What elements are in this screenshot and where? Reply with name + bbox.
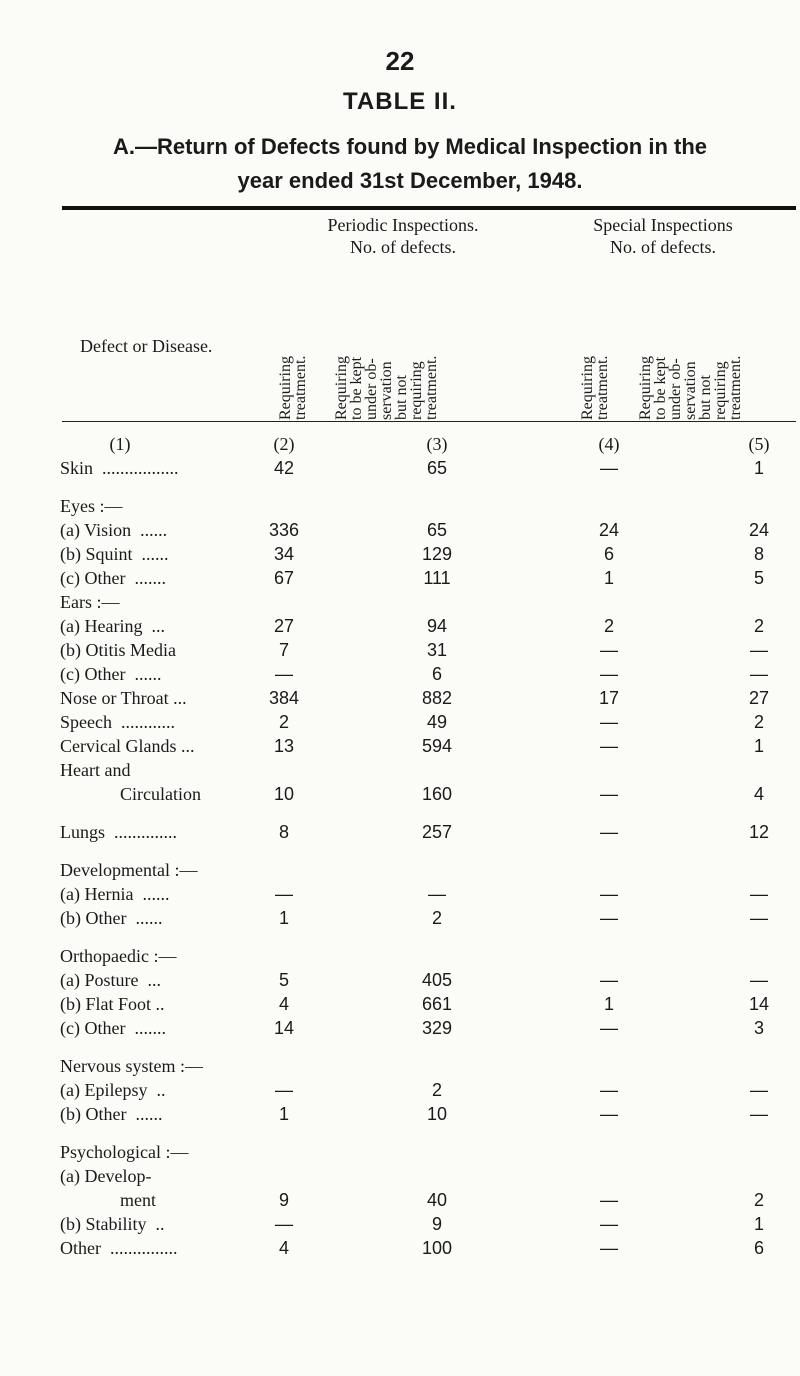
row-value-col-3: 405 [421, 970, 453, 990]
row-spacer [0, 846, 800, 860]
row-value-col-2: 1 [278, 1104, 289, 1124]
row-value-col-5: — [750, 664, 768, 684]
row-label: (a) Posture ... [60, 970, 161, 990]
row-label: (a) Hearing ... [60, 616, 165, 636]
row-value-col-4: — [600, 736, 618, 756]
row-value-col-2: 10 [273, 784, 295, 804]
row-label: Psychological :— [60, 1142, 189, 1162]
row-spacer [0, 1042, 800, 1056]
row-value-col-3: 257 [421, 822, 453, 842]
row-value-col-3: 129 [421, 544, 453, 564]
row-value-col-3: 10 [426, 1104, 448, 1124]
table-row [0, 592, 800, 616]
row-value-col-2: 8 [278, 822, 289, 842]
row-value-col-3: 661 [421, 994, 453, 1014]
row-value-col-4: 6 [603, 544, 614, 564]
row-value-col-5: 1 [753, 1214, 764, 1234]
table-row [0, 884, 800, 908]
row-value-col-4: — [600, 1214, 618, 1234]
row-value-col-2: 14 [273, 1018, 295, 1038]
row-label: (b) Stability .. [60, 1214, 165, 1234]
row-value-col-5: 27 [748, 688, 770, 708]
row-label: (b) Flat Foot .. [60, 994, 165, 1014]
table-row [0, 712, 800, 736]
special-observation-header: Requiring to be kept under ob- servation but not requiring treatment. [637, 355, 744, 420]
defect-column-header: Defect or Disease. [80, 336, 213, 356]
table-row [0, 664, 800, 688]
row-value-col-3: 2 [431, 1080, 442, 1100]
row-value-col-3: 594 [421, 736, 453, 756]
column-number-5: (5) [748, 434, 770, 454]
row-value-col-5: — [750, 884, 768, 904]
row-label: Other ............... [60, 1238, 178, 1258]
row-value-col-2: 9 [278, 1190, 289, 1210]
table-row [0, 616, 800, 640]
row-value-col-2: 384 [268, 688, 300, 708]
table-row [0, 946, 800, 970]
row-label: ment [120, 1190, 156, 1210]
row-value-col-5: 2 [753, 1190, 764, 1210]
table-row [0, 760, 800, 784]
table-row [0, 520, 800, 544]
row-value-col-2: 34 [273, 544, 295, 564]
row-label: (c) Other ...... [60, 664, 162, 684]
table-row [0, 970, 800, 994]
table-row [0, 1214, 800, 1238]
row-value-col-5: — [750, 908, 768, 928]
row-value-col-3: 329 [421, 1018, 453, 1038]
row-label: Circulation [120, 784, 201, 804]
top-rule [62, 206, 796, 210]
row-value-col-2: 4 [278, 1238, 289, 1258]
row-value-col-5: 2 [753, 712, 764, 732]
table-row [0, 568, 800, 592]
row-value-col-2: 5 [278, 970, 289, 990]
row-value-col-2: 67 [273, 568, 295, 588]
row-value-col-3: 100 [421, 1238, 453, 1258]
table-row [0, 1190, 800, 1214]
row-value-col-3: 2 [431, 908, 442, 928]
row-label: (b) Otitis Media [60, 640, 176, 660]
table-row [0, 1018, 800, 1042]
row-label: Lungs .............. [60, 822, 177, 842]
row-value-col-5: — [750, 1080, 768, 1100]
row-value-col-3: 65 [426, 458, 448, 478]
row-value-col-4: — [600, 822, 618, 842]
periodic-observation-header: Requiring to be kept under ob- servation but not requiring treatment. [333, 355, 440, 420]
subtitle-line-1: A.—Return of Defects found by Medical Inspection in the [112, 134, 708, 159]
row-value-col-4: — [600, 1080, 618, 1100]
row-value-col-3: 31 [426, 640, 448, 660]
row-value-col-4: — [600, 712, 618, 732]
row-label: (b) Squint ...... [60, 544, 169, 564]
row-value-col-4: 24 [598, 520, 620, 540]
row-value-col-2: — [275, 1214, 293, 1234]
special-requiring-treatment-header: Requiring treatment. [579, 355, 611, 420]
row-label: (a) Epilepsy .. [60, 1080, 166, 1100]
row-label: Developmental :— [60, 860, 198, 880]
table-row [0, 458, 800, 482]
periodic-requiring-treatment-header: Requiring treatment. [277, 355, 309, 420]
row-value-col-4: — [600, 908, 618, 928]
table-row [0, 1142, 800, 1166]
row-label: (a) Develop- [60, 1166, 152, 1186]
row-spacer [0, 808, 800, 822]
row-value-col-3: 160 [421, 784, 453, 804]
row-value-col-4: 1 [603, 994, 614, 1014]
row-value-col-4: — [600, 640, 618, 660]
row-value-col-2: 7 [278, 640, 289, 660]
row-value-col-4: — [600, 458, 618, 478]
column-number-2: (2) [273, 434, 295, 454]
periodic-inspections-header [288, 214, 518, 258]
row-value-col-3: 111 [423, 568, 451, 588]
table-row [0, 822, 800, 846]
row-label: (a) Hernia ...... [60, 884, 170, 904]
row-value-col-2: 1 [278, 908, 289, 928]
row-value-col-4: 2 [603, 616, 614, 636]
table-row [0, 784, 800, 808]
row-label: (b) Other ...... [60, 1104, 163, 1124]
row-value-col-3: 6 [431, 664, 442, 684]
table-row [0, 860, 800, 884]
row-label: Heart and [60, 760, 131, 780]
page-number: 22 [385, 46, 415, 76]
row-value-col-4: — [600, 970, 618, 990]
row-value-col-4: 17 [598, 688, 620, 708]
table-row [0, 640, 800, 664]
column-number-1: (1) [109, 434, 131, 454]
row-value-col-4: — [600, 884, 618, 904]
row-value-col-2: 2 [278, 712, 289, 732]
table-row [0, 1104, 800, 1128]
special-inspections-title: Special Inspections [593, 215, 733, 235]
row-value-col-5: 12 [748, 822, 770, 842]
row-value-col-5: 2 [753, 616, 764, 636]
table-row [0, 908, 800, 932]
row-value-col-3: 65 [426, 520, 448, 540]
row-value-col-4: — [600, 1190, 618, 1210]
row-value-col-2: — [275, 884, 293, 904]
subtitle-line-2: year ended 31st December, 1948. [237, 168, 583, 193]
row-spacer [0, 482, 800, 496]
row-value-col-5: 8 [753, 544, 764, 564]
table-row [0, 688, 800, 712]
table-row [0, 1056, 800, 1080]
row-value-col-5: — [750, 970, 768, 990]
row-value-col-5: 5 [753, 568, 764, 588]
table-row [0, 496, 800, 520]
row-value-col-5: 14 [748, 994, 770, 1014]
row-value-col-3: 49 [426, 712, 448, 732]
row-value-col-5: 24 [748, 520, 770, 540]
row-value-col-2: 4 [278, 994, 289, 1014]
row-value-col-3: 94 [426, 616, 448, 636]
row-value-col-4: — [600, 664, 618, 684]
special-inspections-header [548, 214, 778, 258]
periodic-inspections-title: Periodic Inspections. [327, 215, 479, 235]
table-row [0, 994, 800, 1018]
row-value-col-4: — [600, 1018, 618, 1038]
column-number-3: (3) [426, 434, 448, 454]
row-value-col-4: — [600, 784, 618, 804]
row-value-col-5: — [750, 1104, 768, 1124]
table-row [0, 544, 800, 568]
row-value-col-2: 13 [273, 736, 295, 756]
table-row [0, 1166, 800, 1190]
row-value-col-5: 4 [753, 784, 764, 804]
row-value-col-4: 1 [603, 568, 614, 588]
table-row [0, 1238, 800, 1262]
row-label: Speech ............ [60, 712, 175, 732]
row-label: Nervous system :— [60, 1056, 203, 1076]
row-label: (c) Other ....... [60, 1018, 166, 1038]
row-label: Cervical Glands ... [60, 736, 195, 756]
row-label: (b) Other ...... [60, 908, 163, 928]
row-label: (c) Other ....... [60, 568, 166, 588]
row-value-col-3: — [428, 884, 446, 904]
row-value-col-4: — [600, 1104, 618, 1124]
row-value-col-2: 336 [268, 520, 300, 540]
defects-table-body [0, 458, 800, 1262]
periodic-inspections-subtitle: No. of defects. [350, 237, 456, 257]
row-label: Orthopaedic :— [60, 946, 177, 966]
table-row [0, 736, 800, 760]
row-value-col-2: — [275, 664, 293, 684]
row-value-col-2: 42 [273, 458, 295, 478]
row-spacer [0, 932, 800, 946]
row-label: Skin ................. [60, 458, 179, 478]
row-value-col-3: 40 [426, 1190, 448, 1210]
table-title: TABLE II. [343, 88, 457, 115]
row-value-col-3: 882 [421, 688, 453, 708]
row-label: Nose or Throat ... [60, 688, 187, 708]
row-value-col-5: — [750, 640, 768, 660]
row-value-col-5: 1 [753, 458, 764, 478]
row-label: Ears :— [60, 592, 120, 612]
row-value-col-4: — [600, 1238, 618, 1258]
column-number-4: (4) [598, 434, 620, 454]
row-label: (a) Vision ...... [60, 520, 168, 540]
row-value-col-5: 1 [753, 736, 764, 756]
table-row [0, 1080, 800, 1104]
row-spacer [0, 1128, 800, 1142]
row-label: Eyes :— [60, 496, 123, 516]
row-value-col-2: — [275, 1080, 293, 1100]
row-value-col-2: 27 [273, 616, 295, 636]
header-rule [62, 421, 796, 422]
special-inspections-subtitle: No. of defects. [610, 237, 716, 257]
row-value-col-3: 9 [431, 1214, 442, 1234]
row-value-col-5: 6 [753, 1238, 764, 1258]
table-subtitle [40, 130, 780, 198]
row-value-col-5: 3 [753, 1018, 764, 1038]
